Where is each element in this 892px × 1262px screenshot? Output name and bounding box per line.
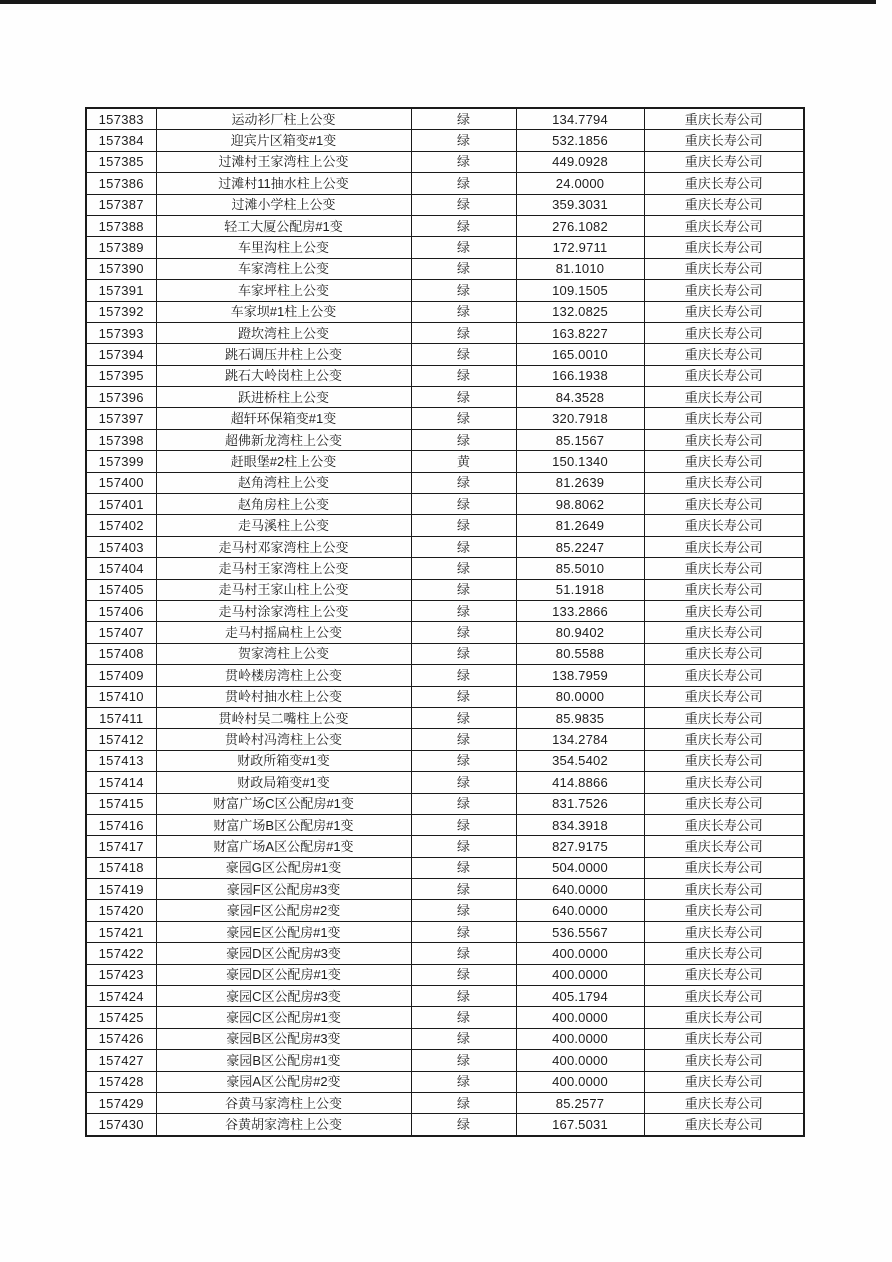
cell-transformer-name: 走马村摇扁柱上公变 [156, 622, 411, 643]
cell-status: 绿 [411, 173, 516, 194]
cell-capacity-value: 150.1340 [516, 451, 644, 472]
cell-company: 重庆长寿公司 [644, 1007, 804, 1028]
cell-transformer-name: 豪园F区公配房#3变 [156, 879, 411, 900]
table-row [86, 322, 804, 343]
cell-transformer-name: 车里沟柱上公变 [156, 237, 411, 258]
cell-record-id: 157396 [86, 387, 156, 408]
cell-status: 绿 [411, 900, 516, 921]
cell-record-id: 157418 [86, 857, 156, 878]
cell-status: 绿 [411, 237, 516, 258]
cell-company: 重庆长寿公司 [644, 1114, 804, 1136]
cell-capacity-value: 834.3918 [516, 814, 644, 835]
cell-record-id: 157405 [86, 579, 156, 600]
cell-record-id: 157410 [86, 686, 156, 707]
cell-record-id: 157414 [86, 772, 156, 793]
cell-status: 绿 [411, 494, 516, 515]
cell-transformer-name: 过滩村11抽水柱上公变 [156, 173, 411, 194]
cell-company: 重庆长寿公司 [644, 237, 804, 258]
cell-status: 绿 [411, 1071, 516, 1092]
table-row [86, 1028, 804, 1049]
cell-capacity-value: 132.0825 [516, 301, 644, 322]
cell-status: 绿 [411, 1028, 516, 1049]
cell-capacity-value: 80.0000 [516, 686, 644, 707]
cell-company: 重庆长寿公司 [644, 258, 804, 279]
table-row [86, 1071, 804, 1092]
cell-capacity-value: 400.0000 [516, 1071, 644, 1092]
cell-status: 绿 [411, 151, 516, 172]
table-row [86, 643, 804, 664]
cell-transformer-name: 贯岭村抽水柱上公变 [156, 686, 411, 707]
cell-status: 绿 [411, 1114, 516, 1136]
cell-status: 绿 [411, 408, 516, 429]
cell-transformer-name: 贺家湾柱上公变 [156, 643, 411, 664]
table-row [86, 151, 804, 172]
cell-status: 绿 [411, 365, 516, 386]
cell-company: 重庆长寿公司 [644, 194, 804, 215]
cell-capacity-value: 359.3031 [516, 194, 644, 215]
cell-status: 绿 [411, 301, 516, 322]
cell-status: 绿 [411, 793, 516, 814]
cell-capacity-value: 449.0928 [516, 151, 644, 172]
table-row [86, 387, 804, 408]
cell-capacity-value: 80.9402 [516, 622, 644, 643]
cell-record-id: 157430 [86, 1114, 156, 1136]
cell-status: 绿 [411, 344, 516, 365]
cell-transformer-name: 豪园F区公配房#2变 [156, 900, 411, 921]
table-row [86, 836, 804, 857]
cell-record-id: 157412 [86, 729, 156, 750]
cell-company: 重庆长寿公司 [644, 879, 804, 900]
cell-record-id: 157386 [86, 173, 156, 194]
cell-record-id: 157409 [86, 665, 156, 686]
cell-record-id: 157408 [86, 643, 156, 664]
cell-company: 重庆长寿公司 [644, 408, 804, 429]
cell-record-id: 157402 [86, 515, 156, 536]
cell-record-id: 157424 [86, 986, 156, 1007]
cell-capacity-value: 400.0000 [516, 1007, 644, 1028]
cell-company: 重庆长寿公司 [644, 857, 804, 878]
table-row [86, 494, 804, 515]
cell-capacity-value: 109.1505 [516, 280, 644, 301]
cell-record-id: 157387 [86, 194, 156, 215]
table-row [86, 622, 804, 643]
table-row [86, 686, 804, 707]
cell-company: 重庆长寿公司 [644, 1071, 804, 1092]
cell-transformer-name: 豪园B区公配房#3变 [156, 1028, 411, 1049]
cell-record-id: 157426 [86, 1028, 156, 1049]
cell-transformer-name: 豪园D区公配房#1变 [156, 964, 411, 985]
cell-transformer-name: 贯岭楼房湾柱上公变 [156, 665, 411, 686]
cell-status: 绿 [411, 558, 516, 579]
cell-status: 绿 [411, 836, 516, 857]
cell-capacity-value: 414.8866 [516, 772, 644, 793]
cell-capacity-value: 51.1918 [516, 579, 644, 600]
cell-status: 绿 [411, 258, 516, 279]
cell-record-id: 157416 [86, 814, 156, 835]
cell-transformer-name: 财富广场B区公配房#1变 [156, 814, 411, 835]
cell-company: 重庆长寿公司 [644, 836, 804, 857]
cell-record-id: 157404 [86, 558, 156, 579]
cell-record-id: 157388 [86, 215, 156, 236]
cell-transformer-name: 豪园G区公配房#1变 [156, 857, 411, 878]
table-row [86, 515, 804, 536]
cell-status: 绿 [411, 686, 516, 707]
cell-status: 绿 [411, 1007, 516, 1028]
cell-transformer-name: 走马村王家湾柱上公变 [156, 558, 411, 579]
cell-transformer-name: 财政所箱变#1变 [156, 750, 411, 771]
cell-record-id: 157427 [86, 1050, 156, 1071]
table-row [86, 1007, 804, 1028]
cell-capacity-value: 504.0000 [516, 857, 644, 878]
cell-transformer-name: 豪园D区公配房#3变 [156, 943, 411, 964]
cell-status: 绿 [411, 750, 516, 771]
cell-record-id: 157397 [86, 408, 156, 429]
table-row [86, 943, 804, 964]
cell-company: 重庆长寿公司 [644, 600, 804, 621]
table-row [86, 558, 804, 579]
cell-record-id: 157395 [86, 365, 156, 386]
table-row [86, 750, 804, 771]
cell-capacity-value: 24.0000 [516, 173, 644, 194]
cell-transformer-name: 车家湾柱上公变 [156, 258, 411, 279]
table-row [86, 108, 804, 130]
cell-company: 重庆长寿公司 [644, 921, 804, 942]
cell-company: 重庆长寿公司 [644, 108, 804, 130]
cell-status: 绿 [411, 879, 516, 900]
cell-company: 重庆长寿公司 [644, 429, 804, 450]
cell-capacity-value: 134.2784 [516, 729, 644, 750]
cell-transformer-name: 赶眼堡#2柱上公变 [156, 451, 411, 472]
cell-transformer-name: 豪园C区公配房#3变 [156, 986, 411, 1007]
cell-record-id: 157398 [86, 429, 156, 450]
cell-record-id: 157419 [86, 879, 156, 900]
cell-transformer-name: 走马村邓家湾柱上公变 [156, 536, 411, 557]
cell-capacity-value: 400.0000 [516, 1028, 644, 1049]
cell-company: 重庆长寿公司 [644, 729, 804, 750]
cell-status: 绿 [411, 108, 516, 130]
cell-company: 重庆长寿公司 [644, 387, 804, 408]
cell-transformer-name: 走马村涂家湾柱上公变 [156, 600, 411, 621]
cell-capacity-value: 536.5567 [516, 921, 644, 942]
cell-capacity-value: 138.7959 [516, 665, 644, 686]
table-row [86, 258, 804, 279]
cell-record-id: 157423 [86, 964, 156, 985]
cell-company: 重庆长寿公司 [644, 900, 804, 921]
cell-company: 重庆长寿公司 [644, 494, 804, 515]
cell-record-id: 157403 [86, 536, 156, 557]
table-row [86, 857, 804, 878]
table-row [86, 194, 804, 215]
cell-record-id: 157411 [86, 707, 156, 728]
table-row [86, 707, 804, 728]
cell-record-id: 157428 [86, 1071, 156, 1092]
cell-capacity-value: 276.1082 [516, 215, 644, 236]
cell-status: 绿 [411, 579, 516, 600]
cell-status: 绿 [411, 943, 516, 964]
cell-capacity-value: 167.5031 [516, 1114, 644, 1136]
cell-capacity-value: 80.5588 [516, 643, 644, 664]
cell-transformer-name: 跳石大岭岗柱上公变 [156, 365, 411, 386]
cell-capacity-value: 172.9711 [516, 237, 644, 258]
table-row [86, 472, 804, 493]
cell-status: 绿 [411, 130, 516, 151]
cell-record-id: 157422 [86, 943, 156, 964]
cell-status: 绿 [411, 1050, 516, 1071]
table-row [86, 964, 804, 985]
cell-capacity-value: 400.0000 [516, 1050, 644, 1071]
cell-status: 绿 [411, 322, 516, 343]
cell-company: 重庆长寿公司 [644, 301, 804, 322]
cell-record-id: 157407 [86, 622, 156, 643]
cell-record-id: 157385 [86, 151, 156, 172]
cell-transformer-name: 过滩村王家湾柱上公变 [156, 151, 411, 172]
cell-capacity-value: 400.0000 [516, 964, 644, 985]
cell-status: 绿 [411, 1092, 516, 1113]
cell-capacity-value: 133.2866 [516, 600, 644, 621]
cell-capacity-value: 640.0000 [516, 879, 644, 900]
cell-transformer-name: 豪园C区公配房#1变 [156, 1007, 411, 1028]
cell-capacity-value: 640.0000 [516, 900, 644, 921]
cell-capacity-value: 81.2639 [516, 472, 644, 493]
cell-record-id: 157392 [86, 301, 156, 322]
cell-status: 绿 [411, 729, 516, 750]
table-row [86, 429, 804, 450]
cell-record-id: 157389 [86, 237, 156, 258]
table-row [86, 772, 804, 793]
cell-transformer-name: 谷黄胡家湾柱上公变 [156, 1114, 411, 1136]
cell-company: 重庆长寿公司 [644, 750, 804, 771]
cell-transformer-name: 财富广场A区公配房#1变 [156, 836, 411, 857]
cell-company: 重庆长寿公司 [644, 215, 804, 236]
cell-company: 重庆长寿公司 [644, 130, 804, 151]
cell-transformer-name: 财政局箱变#1变 [156, 772, 411, 793]
cell-capacity-value: 400.0000 [516, 943, 644, 964]
cell-record-id: 157417 [86, 836, 156, 857]
cell-transformer-name: 跃进桥柱上公变 [156, 387, 411, 408]
cell-status: 绿 [411, 515, 516, 536]
cell-record-id: 157406 [86, 600, 156, 621]
cell-status: 绿 [411, 215, 516, 236]
cell-capacity-value: 163.8227 [516, 322, 644, 343]
cell-capacity-value: 81.2649 [516, 515, 644, 536]
cell-record-id: 157415 [86, 793, 156, 814]
table-row [86, 579, 804, 600]
cell-status: 绿 [411, 665, 516, 686]
cell-record-id: 157413 [86, 750, 156, 771]
table-row [86, 301, 804, 322]
cell-company: 重庆长寿公司 [644, 451, 804, 472]
cell-status: 绿 [411, 643, 516, 664]
cell-record-id: 157383 [86, 108, 156, 130]
cell-record-id: 157429 [86, 1092, 156, 1113]
document-page [85, 107, 805, 1137]
cell-company: 重庆长寿公司 [644, 986, 804, 1007]
table-row [86, 215, 804, 236]
cell-status: 绿 [411, 772, 516, 793]
cell-status: 绿 [411, 964, 516, 985]
table-body [86, 108, 804, 1136]
cell-status: 绿 [411, 536, 516, 557]
cell-company: 重庆长寿公司 [644, 814, 804, 835]
cell-transformer-name: 财富广场C区公配房#1变 [156, 793, 411, 814]
cell-record-id: 157421 [86, 921, 156, 942]
table-row [86, 344, 804, 365]
cell-transformer-name: 走马村王家山柱上公变 [156, 579, 411, 600]
cell-company: 重庆长寿公司 [644, 772, 804, 793]
table-row [86, 280, 804, 301]
cell-company: 重庆长寿公司 [644, 622, 804, 643]
cell-transformer-name: 跳石调压井柱上公变 [156, 344, 411, 365]
cell-record-id: 157384 [86, 130, 156, 151]
cell-transformer-name: 运动衫厂柱上公变 [156, 108, 411, 130]
table-row [86, 1114, 804, 1136]
cell-capacity-value: 85.2247 [516, 536, 644, 557]
cell-company: 重庆长寿公司 [644, 643, 804, 664]
cell-status: 绿 [411, 429, 516, 450]
cell-capacity-value: 354.5402 [516, 750, 644, 771]
cell-capacity-value: 134.7794 [516, 108, 644, 130]
table-row [86, 1092, 804, 1113]
cell-capacity-value: 85.2577 [516, 1092, 644, 1113]
cell-transformer-name: 车家坪柱上公变 [156, 280, 411, 301]
cell-transformer-name: 蹬坎湾柱上公变 [156, 322, 411, 343]
cell-status: 绿 [411, 986, 516, 1007]
cell-record-id: 157393 [86, 322, 156, 343]
cell-status: 黄 [411, 451, 516, 472]
table-row [86, 130, 804, 151]
cell-company: 重庆长寿公司 [644, 151, 804, 172]
table-row [86, 729, 804, 750]
cell-status: 绿 [411, 921, 516, 942]
cell-company: 重庆长寿公司 [644, 472, 804, 493]
cell-company: 重庆长寿公司 [644, 686, 804, 707]
cell-company: 重庆长寿公司 [644, 365, 804, 386]
table-row [86, 173, 804, 194]
cell-status: 绿 [411, 387, 516, 408]
cell-transformer-name: 豪园B区公配房#1变 [156, 1050, 411, 1071]
cell-transformer-name: 超佛新龙湾柱上公变 [156, 429, 411, 450]
cell-status: 绿 [411, 707, 516, 728]
cell-record-id: 157394 [86, 344, 156, 365]
cell-record-id: 157401 [86, 494, 156, 515]
cell-company: 重庆长寿公司 [644, 344, 804, 365]
cell-status: 绿 [411, 814, 516, 835]
table-row [86, 793, 804, 814]
cell-transformer-name: 过滩小学柱上公变 [156, 194, 411, 215]
cell-transformer-name: 超轩环保箱变#1变 [156, 408, 411, 429]
table-row [86, 536, 804, 557]
cell-transformer-name: 贯岭村冯湾柱上公变 [156, 729, 411, 750]
cell-transformer-name: 豪园A区公配房#2变 [156, 1071, 411, 1092]
cell-status: 绿 [411, 280, 516, 301]
cell-transformer-name: 赵角湾柱上公变 [156, 472, 411, 493]
cell-capacity-value: 165.0010 [516, 344, 644, 365]
transformer-data-table [85, 107, 805, 1137]
table-row [86, 1050, 804, 1071]
top-edge-line [0, 0, 876, 4]
cell-company: 重庆长寿公司 [644, 322, 804, 343]
cell-record-id: 157425 [86, 1007, 156, 1028]
cell-transformer-name: 轻工大厦公配房#1变 [156, 215, 411, 236]
table-row [86, 665, 804, 686]
table-row [86, 408, 804, 429]
cell-company: 重庆长寿公司 [644, 964, 804, 985]
table-row [86, 879, 804, 900]
cell-company: 重庆长寿公司 [644, 280, 804, 301]
cell-status: 绿 [411, 857, 516, 878]
cell-company: 重庆长寿公司 [644, 1050, 804, 1071]
cell-record-id: 157391 [86, 280, 156, 301]
cell-company: 重庆长寿公司 [644, 793, 804, 814]
table-row [86, 600, 804, 621]
table-row [86, 237, 804, 258]
cell-company: 重庆长寿公司 [644, 173, 804, 194]
cell-status: 绿 [411, 622, 516, 643]
cell-transformer-name: 走马溪柱上公变 [156, 515, 411, 536]
cell-record-id: 157400 [86, 472, 156, 493]
cell-company: 重庆长寿公司 [644, 943, 804, 964]
cell-capacity-value: 320.7918 [516, 408, 644, 429]
cell-status: 绿 [411, 600, 516, 621]
cell-record-id: 157390 [86, 258, 156, 279]
cell-transformer-name: 赵角房柱上公变 [156, 494, 411, 515]
cell-transformer-name: 谷黄马家湾柱上公变 [156, 1092, 411, 1113]
table-row [86, 451, 804, 472]
cell-capacity-value: 166.1938 [516, 365, 644, 386]
cell-company: 重庆长寿公司 [644, 1028, 804, 1049]
cell-status: 绿 [411, 472, 516, 493]
cell-capacity-value: 98.8062 [516, 494, 644, 515]
cell-capacity-value: 831.7526 [516, 793, 644, 814]
table-row [86, 921, 804, 942]
cell-transformer-name: 迎宾片区箱变#1变 [156, 130, 411, 151]
cell-status: 绿 [411, 194, 516, 215]
table-row [86, 814, 804, 835]
cell-capacity-value: 81.1010 [516, 258, 644, 279]
cell-company: 重庆长寿公司 [644, 707, 804, 728]
cell-transformer-name: 贯岭村吴二嘴柱上公变 [156, 707, 411, 728]
cell-capacity-value: 405.1794 [516, 986, 644, 1007]
cell-company: 重庆长寿公司 [644, 1092, 804, 1113]
cell-company: 重庆长寿公司 [644, 665, 804, 686]
cell-capacity-value: 532.1856 [516, 130, 644, 151]
cell-transformer-name: 车家坝#1柱上公变 [156, 301, 411, 322]
cell-transformer-name: 豪园E区公配房#1变 [156, 921, 411, 942]
cell-company: 重庆长寿公司 [644, 579, 804, 600]
table-row [86, 900, 804, 921]
cell-company: 重庆长寿公司 [644, 515, 804, 536]
cell-capacity-value: 827.9175 [516, 836, 644, 857]
table-row [86, 365, 804, 386]
cell-record-id: 157399 [86, 451, 156, 472]
cell-company: 重庆长寿公司 [644, 558, 804, 579]
cell-company: 重庆长寿公司 [644, 536, 804, 557]
cell-record-id: 157420 [86, 900, 156, 921]
cell-capacity-value: 85.9835 [516, 707, 644, 728]
cell-capacity-value: 85.1567 [516, 429, 644, 450]
cell-capacity-value: 85.5010 [516, 558, 644, 579]
cell-capacity-value: 84.3528 [516, 387, 644, 408]
table-row [86, 986, 804, 1007]
